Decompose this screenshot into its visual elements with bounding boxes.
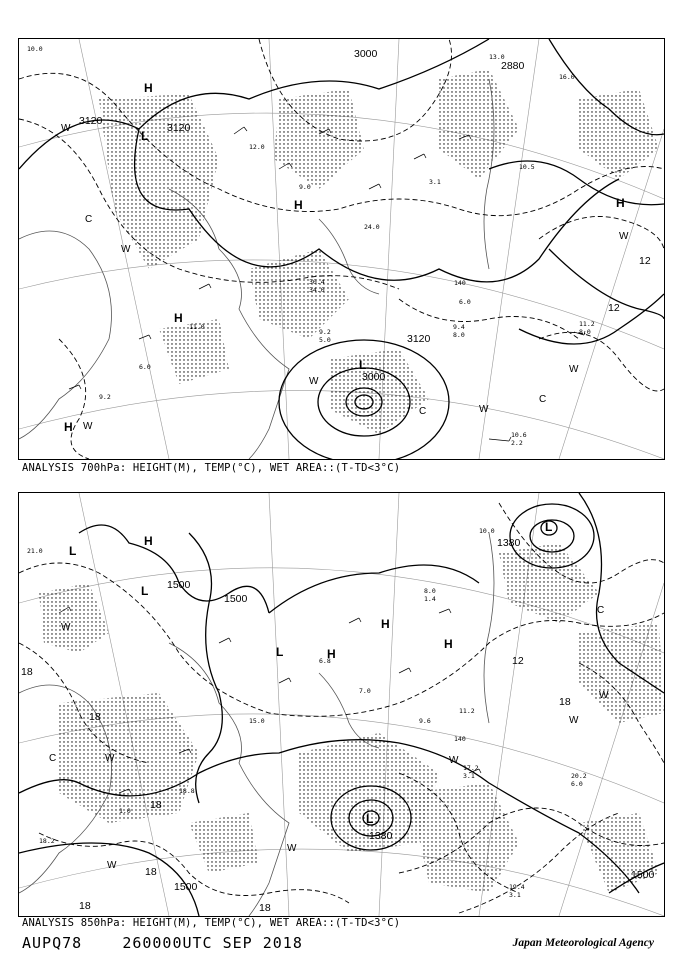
station-value: 2.2 — [511, 439, 523, 447]
contour-label: 1500 — [174, 881, 198, 893]
station-value: 3.1 — [463, 772, 475, 780]
station-value: 18.8 — [179, 787, 195, 795]
contour-label: 12 — [639, 255, 651, 267]
station-value: 24.0 — [364, 223, 380, 231]
station-value: 1.4 — [424, 595, 436, 603]
map-850hpa — [19, 493, 664, 916]
contour-label: 18 — [259, 902, 271, 914]
caption-850hpa: ANALYSIS 850hPa: HEIGHT(M), TEMP(°C), WET AREA::(T-TD<3°C) — [22, 917, 401, 929]
warm-label: W — [449, 755, 459, 766]
high-center: H — [616, 196, 625, 210]
caption-700hpa: ANALYSIS 700hPa: HEIGHT(M), TEMP(°C), WET AREA::(T-TD<3°C) — [22, 462, 401, 474]
high-center: H — [144, 534, 153, 548]
longitude-tick-140: 140 — [454, 735, 466, 743]
contour-label: 1380 — [497, 537, 521, 549]
station-value: 11.2 — [579, 320, 595, 328]
low-center: L — [366, 812, 374, 826]
station-value: 9.2 — [319, 328, 331, 336]
station-value: 11.2 — [459, 707, 475, 715]
map-panel-850hpa — [18, 492, 665, 917]
station-value: 12.0 — [249, 143, 265, 151]
station-value: 3.1 — [509, 891, 521, 899]
station-value: 21.0 — [27, 547, 43, 555]
station-value: 8.0 — [453, 331, 465, 339]
station-value: 16.0 — [559, 73, 575, 81]
station-value: 8.0 — [579, 328, 591, 336]
station-value: 1.0 — [119, 807, 131, 815]
warm-label: W — [599, 690, 609, 701]
contour-label: 18 — [150, 799, 162, 811]
high-center: H — [174, 311, 183, 325]
station-value: 7.0 — [359, 687, 371, 695]
station-value: 10.6 — [511, 431, 527, 439]
contour-label: 1500 — [224, 593, 248, 605]
station-value: 8.0 — [424, 587, 436, 595]
high-center: H — [64, 420, 73, 434]
station-value: 9.0 — [299, 183, 311, 191]
cold-label: C — [49, 753, 57, 764]
warm-label: W — [569, 715, 579, 726]
contour-label: 18 — [559, 696, 571, 708]
warm-label: W — [619, 231, 629, 242]
contour-label: 3120 — [167, 122, 191, 134]
station-value: 9.2 — [99, 393, 111, 401]
cold-label: C — [597, 605, 605, 616]
station-value: 18.2 — [39, 837, 55, 845]
warm-label: W — [105, 753, 115, 764]
bulletin-id: AUPQ78 — [22, 934, 83, 952]
station-value: 11.0 — [189, 323, 205, 331]
contour-label: 1500 — [631, 869, 655, 881]
station-value: 15.0 — [249, 717, 265, 725]
low-center: L — [359, 358, 367, 372]
high-center: H — [381, 617, 390, 631]
station-value: 10.0 — [27, 45, 43, 53]
contour-label: 1380 — [369, 830, 393, 842]
warm-label: W — [121, 244, 131, 255]
contour-label: 18 — [21, 666, 33, 678]
contour-label: 18 — [79, 900, 91, 912]
station-value: 19.4 — [509, 883, 525, 891]
station-value: 9.4 — [453, 323, 465, 331]
contour-label: 3000 — [354, 48, 378, 60]
high-center: H — [144, 81, 153, 95]
chart-code — [22, 934, 303, 952]
contour-label: 12 — [608, 302, 620, 314]
map-700hpa — [19, 39, 664, 459]
contour-label: 18 — [145, 866, 157, 878]
contour-label: 12 — [512, 655, 524, 667]
warm-label: W — [61, 622, 71, 633]
low-center: L — [141, 129, 149, 143]
warm-label: W — [107, 860, 117, 871]
warm-label: W — [287, 843, 297, 854]
low-center: L — [276, 645, 284, 659]
station-value: 6.0 — [571, 780, 583, 788]
cold-label: C — [85, 214, 93, 225]
map-panel-700hpa — [18, 38, 665, 460]
contour-label: 18 — [89, 711, 101, 723]
valid-time: 260000UTC SEP 2018 — [122, 934, 303, 952]
station-value: 9.6 — [419, 717, 431, 725]
contour-label: 2880 — [501, 60, 525, 72]
low-center: L — [69, 544, 77, 558]
agency-name: Japan Meteorological Agency — [512, 937, 654, 949]
high-center: H — [327, 647, 336, 661]
high-center: H — [444, 637, 453, 651]
contour-label: 3120 — [407, 333, 431, 345]
cold-label: C — [419, 406, 427, 417]
station-value: 10.5 — [519, 163, 535, 171]
low-center: L — [545, 520, 553, 534]
station-value: 10.0 — [479, 527, 495, 535]
low-center: L — [141, 584, 149, 598]
station-value: 6.0 — [459, 298, 471, 306]
warm-label: W — [569, 364, 579, 375]
station-value: 34.0 — [309, 286, 325, 294]
contour-label: 3000 — [362, 371, 386, 383]
station-value: 6.8 — [319, 657, 331, 665]
contour-label: 1500 — [167, 579, 191, 591]
station-value: 13.0 — [489, 53, 505, 61]
warm-label: W — [479, 404, 489, 415]
station-value: 6.0 — [139, 363, 151, 371]
station-value: 3.1 — [429, 178, 441, 186]
station-value: 17.2 — [463, 764, 479, 772]
cold-label: C — [539, 394, 547, 405]
station-value: 30.4 — [309, 278, 325, 286]
warm-label: W — [309, 376, 319, 387]
station-value: 20.2 — [571, 772, 587, 780]
contour-label: 3120 — [79, 115, 103, 127]
warm-label: W — [61, 123, 71, 134]
warm-label: W — [83, 421, 93, 432]
high-center: H — [294, 198, 303, 212]
longitude-tick-140: 140 — [454, 279, 466, 287]
station-value: 5.0 — [319, 336, 331, 344]
